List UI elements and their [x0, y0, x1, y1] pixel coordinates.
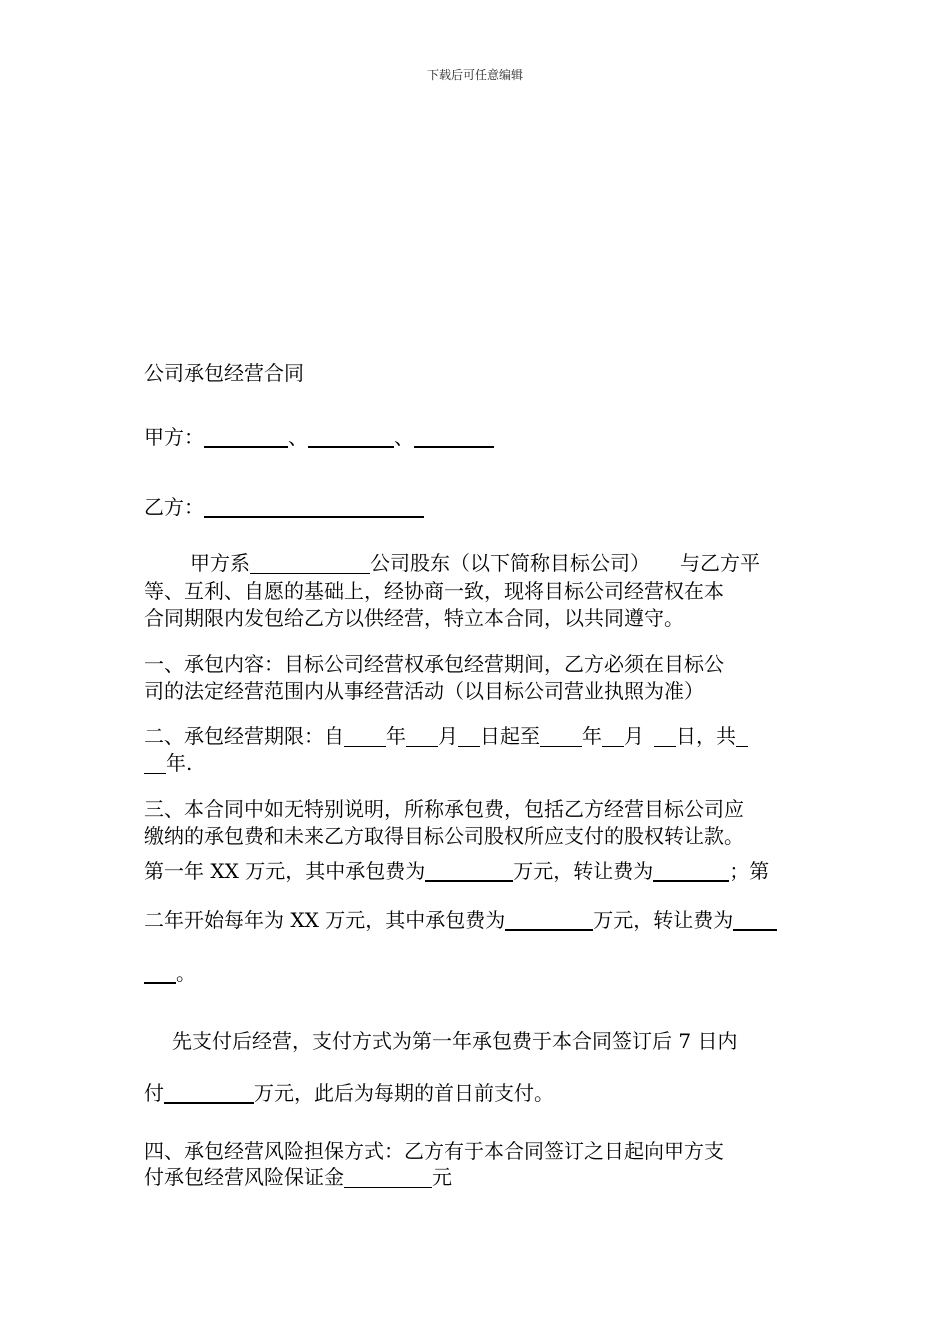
clause-3-text-e: 万元，转让费为	[593, 908, 734, 932]
end-month-blank[interactable]	[602, 726, 624, 747]
intro-text-c: 与乙方平	[680, 551, 760, 575]
clause-3-text-b: 万元，转让费为	[513, 859, 654, 883]
party-a-sep-2: 、	[394, 425, 414, 449]
clause-3-line-4	[144, 907, 777, 933]
party-b-line	[144, 494, 424, 520]
total-years-blank-b[interactable]	[144, 753, 166, 774]
start-month-blank[interactable]	[406, 726, 438, 747]
clause-2-text-g: 日，共	[676, 724, 736, 748]
annual-transfer-blank-a[interactable]	[733, 909, 777, 931]
intro-line-1	[190, 550, 760, 576]
intro-line-3: 合同期限内发包给乙方以供经营，特立本合同，以共同遵守。	[144, 606, 684, 630]
party-a-label: 甲方：	[144, 425, 204, 449]
intro-text-a: 甲方系	[190, 551, 250, 575]
clause-1-line-1: 一、承包内容：目标公司经营权承包经营期间，乙方必须在目标公	[144, 652, 724, 676]
payment-line-2	[144, 1080, 554, 1106]
party-b-label: 乙方：	[144, 495, 204, 519]
intro-line-2: 等、互利、自愿的基础上，经协商一致，现将目标公司经营权在本	[144, 579, 724, 603]
total-years-blank-a[interactable]	[736, 726, 748, 747]
party-a-line	[144, 424, 494, 450]
clause-3-line-3	[144, 858, 769, 884]
clause-2-text-d: 日起至	[480, 724, 540, 748]
clause-4-line-1: 四、承包经营风险担保方式：乙方有于本合同签订之日起向甲方支	[144, 1139, 724, 1163]
start-year-blank[interactable]	[344, 726, 386, 747]
party-a-sep-1: 、	[288, 425, 308, 449]
payment-text-a: 付	[144, 1081, 164, 1105]
clause-1-line-2: 司的法定经营范围内从事经营活动（以目标公司营业执照为准）	[144, 679, 704, 703]
clause-3-line-1: 三、本合同中如无特别说明，所称承包费，包括乙方经营目标公司应	[144, 797, 744, 821]
payment-line-1: 先支付后经营，支付方式为第一年承包费于本合同签订后 7 日内	[172, 1029, 738, 1053]
clause-3-line-2: 缴纳的承包费和未来乙方取得目标公司股权所应支付的股权转让款。	[144, 824, 744, 848]
party-b-blank[interactable]	[204, 496, 424, 518]
clause-3-line-5	[144, 960, 196, 986]
payment-amount-blank[interactable]	[164, 1082, 254, 1104]
clause-2-line-2	[144, 750, 192, 776]
clause-2-text-h: 年.	[166, 751, 193, 775]
clause-2-text-f: 月	[624, 724, 644, 748]
end-year-blank[interactable]	[540, 726, 582, 747]
clause-3-text-c: ；第	[729, 859, 770, 883]
deposit-blank[interactable]	[344, 1167, 432, 1188]
intro-text-b: 公司股东（以下简称目标公司）	[370, 551, 650, 575]
header-note: 下载后可任意编辑	[426, 68, 523, 82]
first-year-fee-blank[interactable]	[425, 860, 513, 882]
party-a-blank-2[interactable]	[308, 426, 394, 448]
clause-2-line-1	[144, 723, 748, 749]
party-a-blank-3[interactable]	[414, 426, 494, 448]
clause-4-text-b: 元	[432, 1165, 452, 1189]
annual-fee-blank[interactable]	[505, 909, 593, 931]
clause-3-text-d: 二年开始每年为 XX 万元，其中承包费为	[144, 908, 506, 932]
clause-2-text-a: 二、承包经营期限：自	[144, 724, 344, 748]
clause-2-text-c: 月	[438, 724, 458, 748]
clause-2-text-b: 年	[386, 724, 406, 748]
party-a-blank-1[interactable]	[204, 426, 288, 448]
start-day-blank[interactable]	[458, 726, 480, 747]
clause-4-line-2	[144, 1164, 452, 1190]
clause-4-text-a: 付承包经营风险保证金	[144, 1165, 344, 1189]
payment-text-b: 万元，此后为每期的首日前支付。	[254, 1081, 554, 1105]
first-year-transfer-blank[interactable]	[653, 860, 729, 882]
clause-3-text-f: 。	[176, 961, 196, 985]
annual-transfer-blank-b[interactable]	[144, 962, 176, 984]
document-title: 公司承包经营合同	[144, 361, 304, 385]
clause-2-text-e: 年	[582, 724, 602, 748]
end-day-blank[interactable]	[654, 726, 676, 747]
company-name-blank[interactable]	[250, 553, 370, 574]
clause-3-text-a: 第一年 XX 万元，其中承包费为	[144, 859, 426, 883]
